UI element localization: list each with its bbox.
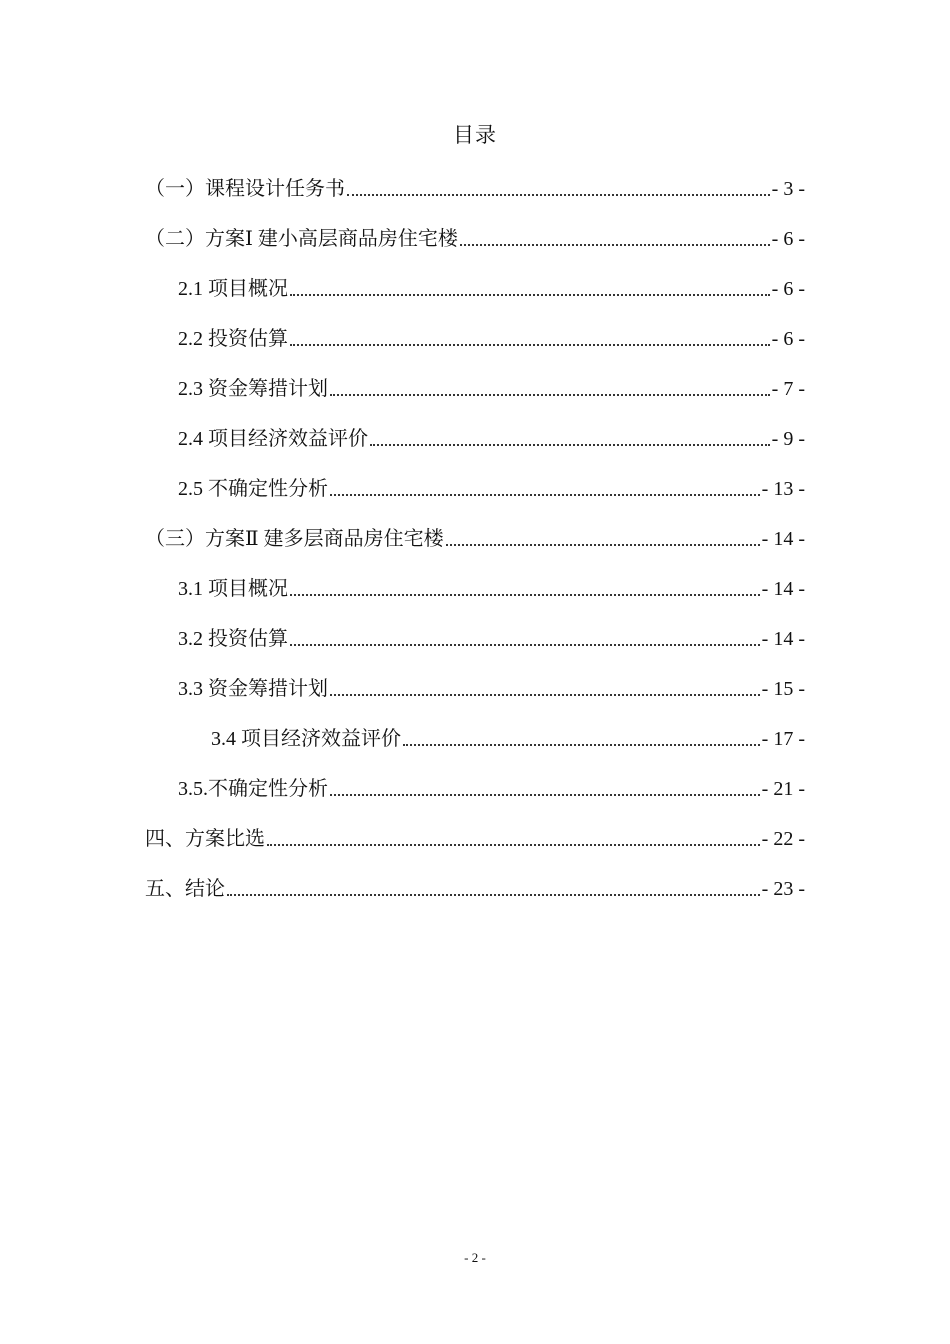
- toc-entry-label: 2.5 不确定性分析: [178, 478, 328, 500]
- toc-entry[interactable]: [178, 422, 805, 452]
- toc-entry-label: 3.2 投资估算: [178, 628, 288, 650]
- toc-leader: [290, 344, 770, 346]
- toc-leader: [330, 394, 770, 396]
- toc-entry-page: - 9 -: [771, 428, 805, 450]
- toc-leader: [227, 894, 760, 896]
- toc-entry-page: - 6 -: [771, 228, 805, 250]
- toc-entry[interactable]: [145, 822, 805, 852]
- toc-entry[interactable]: [178, 772, 805, 802]
- toc-leader: [403, 744, 760, 746]
- toc-entry[interactable]: [145, 522, 805, 552]
- toc-entry-label: 四、方案比选: [145, 828, 265, 850]
- toc-entry-page: - 14 -: [761, 578, 805, 600]
- toc-entry-page: - 14 -: [761, 628, 805, 650]
- toc-entry-page: - 3 -: [771, 178, 805, 200]
- toc-entry[interactable]: [178, 472, 805, 502]
- toc-leader: [446, 544, 760, 546]
- toc-entry-page: - 21 -: [761, 778, 805, 800]
- toc-entry[interactable]: [178, 372, 805, 402]
- toc-entry-label: 2.4 项目经济效益评价: [178, 428, 368, 450]
- toc-entry-label: 3.5.不确定性分析: [178, 778, 328, 800]
- toc-entry-page: - 13 -: [761, 478, 805, 500]
- toc-entry-label: 3.1 项目概况: [178, 578, 288, 600]
- toc-entry[interactable]: [211, 722, 805, 752]
- toc-leader: [330, 494, 760, 496]
- toc-leader: [290, 644, 760, 646]
- toc-leader: [267, 844, 760, 846]
- toc-entry-page: - 6 -: [771, 278, 805, 300]
- toc-entry-page: - 15 -: [761, 678, 805, 700]
- toc-entry-label: 2.3 资金筹措计划: [178, 378, 328, 400]
- toc-entry-page: - 14 -: [761, 528, 805, 550]
- toc-entry-page: - 22 -: [761, 828, 805, 850]
- toc-entry-page: - 17 -: [761, 728, 805, 750]
- toc-entry-label: 3.3 资金筹措计划: [178, 678, 328, 700]
- toc-entry[interactable]: [178, 322, 805, 352]
- toc-leader: [370, 444, 770, 446]
- toc-entry-page: - 23 -: [761, 878, 805, 900]
- page-number: - 2 -: [464, 1250, 486, 1265]
- toc-leader: [290, 294, 770, 296]
- toc-entry[interactable]: [178, 572, 805, 602]
- toc-entry[interactable]: [145, 222, 805, 252]
- toc-title: 目录: [453, 123, 497, 147]
- toc-entry[interactable]: [178, 622, 805, 652]
- toc-entry-label: 2.2 投资估算: [178, 328, 288, 350]
- toc-entry-label: 五、结论: [145, 878, 225, 900]
- toc-entry-label: 2.1 项目概况: [178, 278, 288, 300]
- toc-entry-label: 3.4 项目经济效益评价: [211, 728, 401, 750]
- toc-leader: [347, 194, 770, 196]
- toc-entry[interactable]: [178, 672, 805, 702]
- toc-entry-page: - 7 -: [771, 378, 805, 400]
- toc-entry-label: （一）课程设计任务书: [145, 178, 345, 200]
- toc-entry-label: （二）方案Ⅰ 建小高层商品房住宅楼: [145, 228, 458, 250]
- toc-entry[interactable]: [145, 872, 805, 902]
- toc-leader: [330, 794, 760, 796]
- toc-leader: [330, 694, 760, 696]
- toc-leader: [460, 244, 770, 246]
- toc-entry[interactable]: [145, 172, 805, 202]
- toc-entry-label: （三）方案Ⅱ 建多层商品房住宅楼: [145, 528, 444, 550]
- toc-leader: [290, 594, 760, 596]
- toc-entry-page: - 6 -: [771, 328, 805, 350]
- toc-entry[interactable]: [178, 272, 805, 302]
